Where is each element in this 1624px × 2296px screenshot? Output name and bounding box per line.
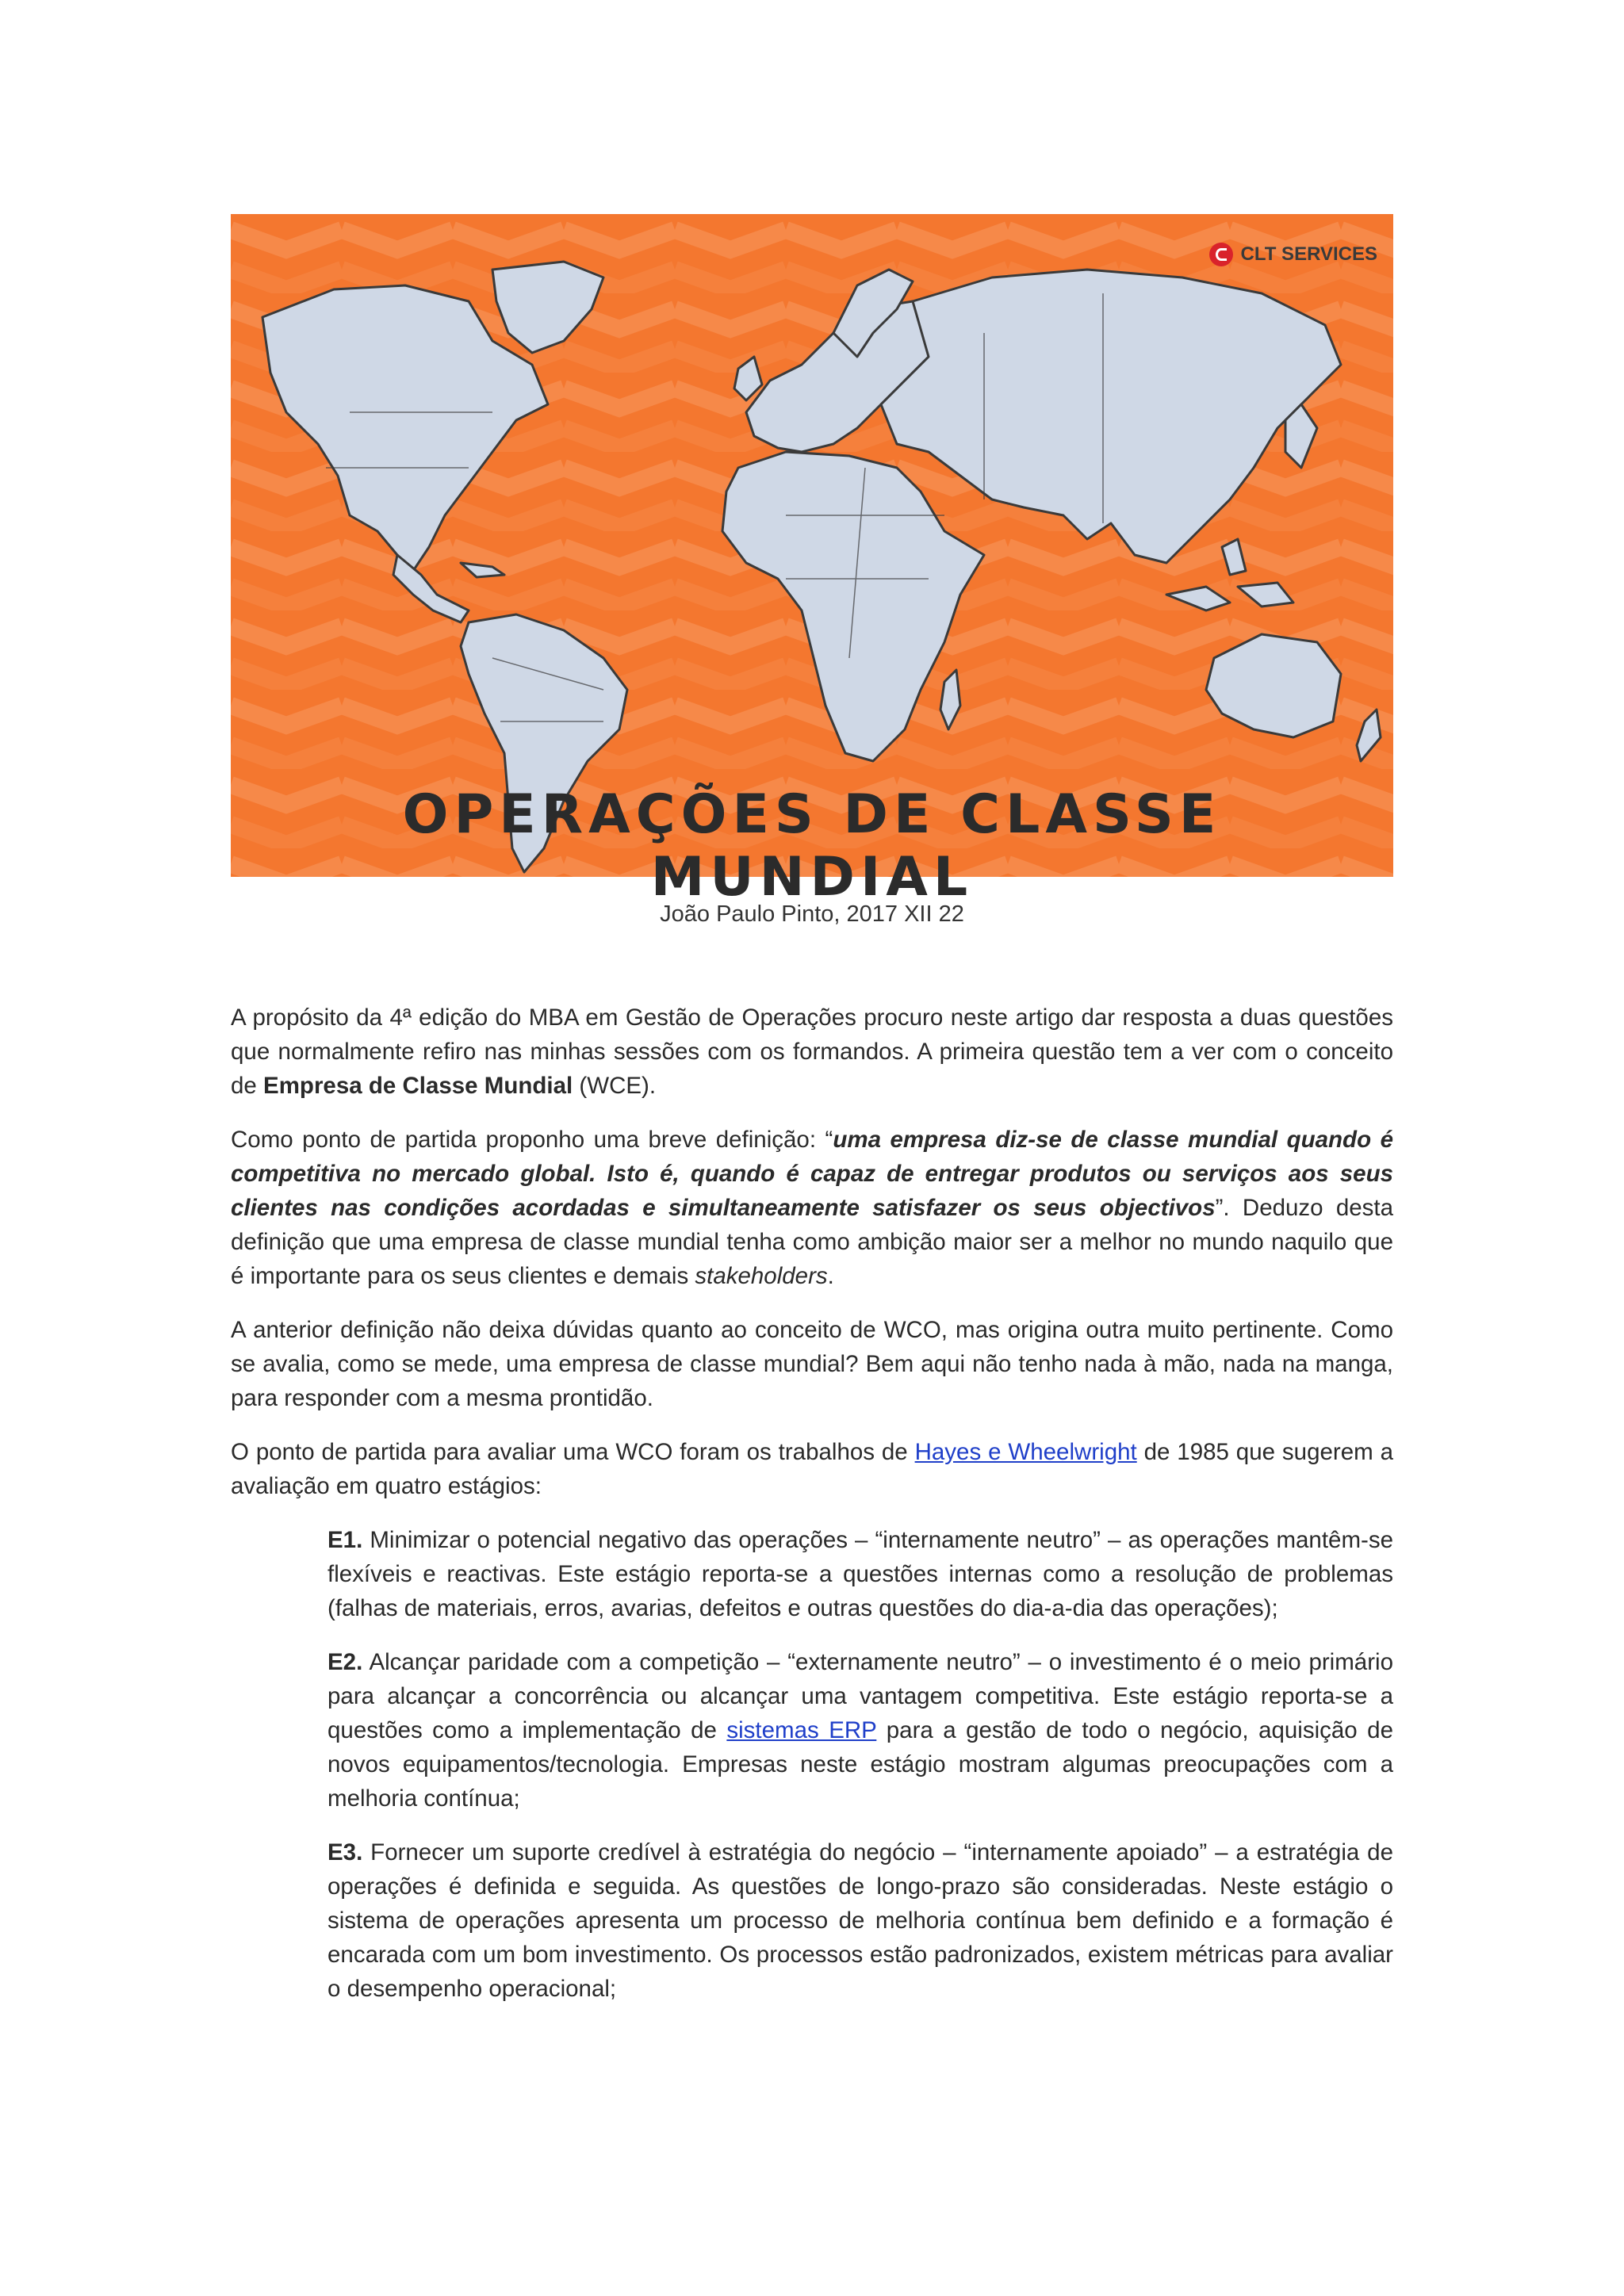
paragraph-definition	[231, 1123, 1393, 1293]
sistemas-erp-link[interactable]: sistemas ERP	[726, 1717, 877, 1743]
hero-title: OPERAÇÕES DE CLASSE MUNDIAL	[402, 783, 1222, 909]
text: .	[827, 1263, 834, 1289]
text: de 1985 que sugerem a avaliação em quatro estágios:	[231, 1439, 1393, 1499]
paragraph-intro	[231, 1001, 1393, 1103]
hayes-wheelwright-link[interactable]: Hayes e Wheelwright	[914, 1439, 1137, 1465]
brand-logo-icon	[1209, 243, 1233, 266]
stage-label: E1.	[327, 1527, 363, 1553]
text: O ponto de partida para avaliar uma WCO foram os trabalhos de	[231, 1439, 915, 1465]
stage-text: para a gestão de todo o negócio, aquisição de novos equipamentos/tecnologia. Empresas neste estágio mostram algumas preocupações com a melhoria contínua;	[327, 1717, 1393, 1812]
italic-term: stakeholders	[695, 1263, 828, 1289]
stage-text: Minimizar o potencial negativo das operações – “internamente neutro” – as operações mantêm-se flexíveis e reactivas. Este estágio reporta-se a questões internas como a resolução de problemas (falhas de materiais, erros, avarias, defeitos e outras questões do dia-a-dia das operações);	[327, 1527, 1393, 1621]
stage-label: E3.	[327, 1839, 363, 1866]
text: Como ponto de partida proponho uma breve definição: “	[231, 1127, 833, 1153]
paragraph-stages-intro	[231, 1435, 1393, 1503]
world-map-illustration	[231, 214, 1393, 877]
text: A propósito da 4ª edição do MBA em Gestão de Operações procuro neste artigo dar resposta a duas questões que normalmente refiro nas minhas sessões com os formandos. A primeira questão tem a ver com o conceito de	[231, 1004, 1393, 1099]
stage-e3	[327, 1835, 1393, 2006]
stage-e2	[327, 1645, 1393, 1816]
brand-logo	[1209, 243, 1377, 266]
text: (WCE).	[573, 1073, 657, 1099]
stage-e1	[327, 1523, 1393, 1625]
hero-banner	[231, 214, 1393, 909]
brand-logo-text: CLT SERVICES	[1240, 243, 1377, 265]
paragraph-question: A anterior definição não deixa dúvidas quanto ao conceito de WCO, mas origina outra muito pertinente. Como se avalia, como se mede, uma empresa de classe mundial? Bem aqui não tenho nada à mão, nada na manga, para responder com a mesma prontidão.	[231, 1317, 1393, 1411]
definition-quote: uma empresa diz-se de classe mundial quando é competitiva no mercado global. Isto é, quando é capaz de entregar produtos ou serviços aos seus clientes nas condições acordadas e simultaneamente satisfazer os seus objectivos	[231, 1127, 1393, 1221]
stage-text: Alcançar paridade com a competição – “externamente neutro” – o investimento é o meio primário para alcançar a concorrência ou alcançar uma vantagem competitiva. Este estágio reporta-se a questões como a implementação de	[327, 1649, 1393, 1743]
article-body	[231, 1001, 1393, 2026]
stage-text: Fornecer um suporte credível à estratégia do negócio – “internamente apoiado” – a estratégia de operações é definida e seguida. As questões de longo-prazo são consideradas. Neste estágio o sistema de operações apresenta um processo de melhoria contínua bem definido e a formação é encarada com um bom investimento. Os processos estão padronizados, existem métricas para avaliar o desempenho operacional;	[327, 1839, 1393, 2002]
text: ”. Deduzo desta definição que uma empresa de classe mundial tenha como ambição maior ser a melhor no mundo naquilo que é importante para os seus clientes e demais	[231, 1195, 1393, 1289]
byline: João Paulo Pinto, 2017 XII 22	[660, 901, 964, 927]
bold-term: Empresa de Classe Mundial	[263, 1073, 573, 1099]
stage-label: E2.	[327, 1649, 363, 1675]
